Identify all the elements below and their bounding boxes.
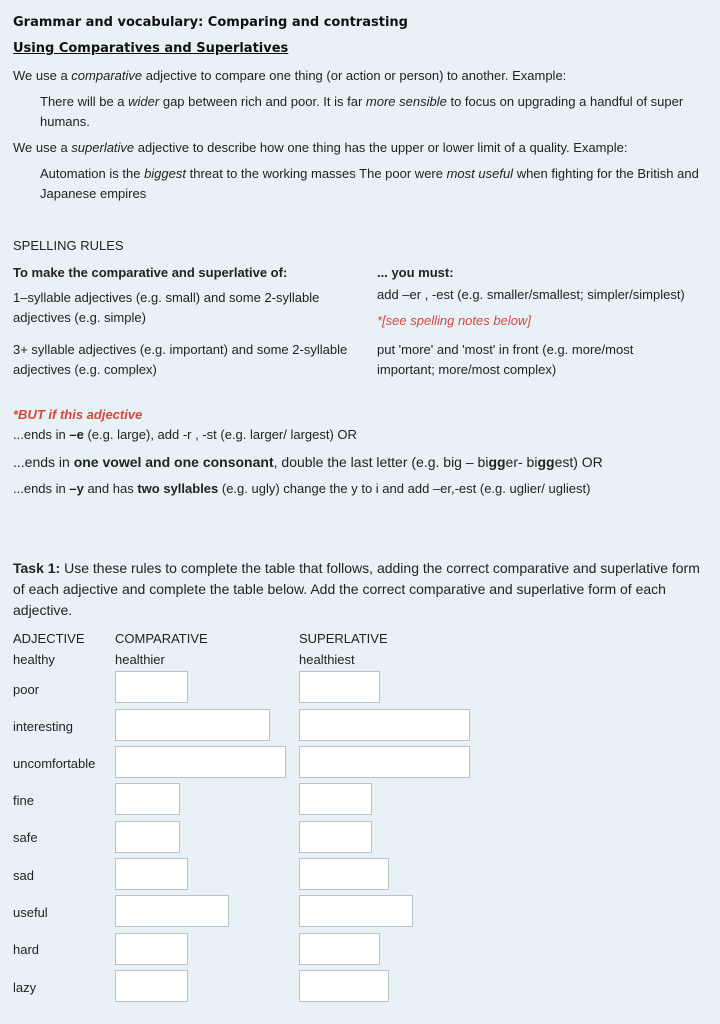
input-comparative-lazy[interactable] [115,970,188,1002]
rules-left-heading: To make the comparative and superlative of: [13,265,288,280]
input-superlative-lazy[interactable] [299,970,389,1002]
superlative-example: Automation is the biggest threat to the working masses The poor were most useful when fighting for the British and Japanese empires [40,166,699,201]
input-superlative-useful[interactable] [299,895,413,927]
rule2-right: put 'more' and 'most' in front (e.g. more/most important; more/most complex) [377,342,634,377]
rule1-right: add –er , -est (e.g. smaller/smallest; simpler/simplest) [377,287,685,302]
input-comparative-uncomfortable[interactable] [115,746,286,778]
input-superlative-sad[interactable] [299,858,389,890]
task-label: Task 1: [13,560,61,576]
col-header-adjective: ADJECTIVE [13,631,85,646]
row-adjective-poor: poor [13,682,40,697]
input-superlative-poor[interactable] [299,671,380,703]
col-header-comparative: COMPARATIVE [115,631,208,646]
rule1-note-star: * [377,313,383,328]
comparative-definition: We use a comparative adjective to compare one thing (or action or person) to another. Example: [13,68,567,83]
input-superlative-fine[interactable] [299,783,372,815]
rules-right-heading: ... you must: [377,265,454,280]
rule1-note-text: [see spelling notes below] [382,313,531,328]
row-adjective-useful: useful [13,905,48,920]
task-instructions: Task 1: Use these rules to complete the table that follows, adding the correct comparative and superlative form of each adjective and complete the table below. Add the correct comparative and superlative form of each adjective. [13,560,700,618]
superlative-definition: We use a superlative adjective to describe how one thing has the upper or lower limit of a quality. Example: [13,140,628,155]
spelling-rules-heading: SPELLING RULES [13,238,124,253]
input-superlative-hard[interactable] [299,933,380,965]
row-adjective-fine: fine [13,793,34,808]
note-ends-y: ...ends in –y and has two syllables (e.g. ugly) change the y to i and add –er,-est (e.g. uglier/ ugliest) [13,481,591,496]
row-adjective-interesting: interesting [13,719,73,734]
rule1-left: 1–syllable adjectives (e.g. small) and some 2-syllable adjectives (e.g. simple) [13,290,320,325]
input-superlative-uncomfortable[interactable] [299,746,470,778]
example-adjective: healthy [13,652,55,667]
input-superlative-safe[interactable] [299,821,372,853]
example-comparative: healthier [115,652,165,667]
row-adjective-hard: hard [13,942,40,957]
input-comparative-interesting[interactable] [115,709,270,741]
input-comparative-sad[interactable] [115,858,188,890]
input-comparative-poor[interactable] [115,671,188,703]
input-superlative-interesting[interactable] [299,709,470,741]
note-vowel-consonant: ...ends in one vowel and one consonant, double the last letter (e.g. big – bigger- biggest) OR [13,454,603,470]
comparative-example: There will be a wider gap between rich and poor. It is far more sensible to focus on upgrading a handful of super humans. [40,94,684,129]
notes-heading: *BUT if this adjective [13,407,143,422]
page-title: Grammar and vocabulary: Comparing and contrasting [13,15,408,30]
row-adjective-uncomfortable: uncomfortable [13,756,96,771]
note-ends-e: ...ends in –e (e.g. large), add -r , -st (e.g. larger/ largest) OR [13,427,357,442]
rule2-left: 3+ syllable adjectives (e.g. important) and some 2-syllable adjectives (e.g. complex) [13,342,348,377]
row-adjective-sad: sad [13,868,34,883]
col-header-superlative: SUPERLATIVE [299,631,388,646]
input-comparative-fine[interactable] [115,783,180,815]
section-subtitle: Using Comparatives and Superlatives [13,41,289,56]
rule1-note [377,313,531,328]
input-comparative-useful[interactable] [115,895,229,927]
input-comparative-hard[interactable] [115,933,188,965]
row-adjective-safe: safe [13,830,38,845]
example-superlative: healthiest [299,652,355,667]
input-comparative-safe[interactable] [115,821,180,853]
row-adjective-lazy: lazy [13,980,37,995]
